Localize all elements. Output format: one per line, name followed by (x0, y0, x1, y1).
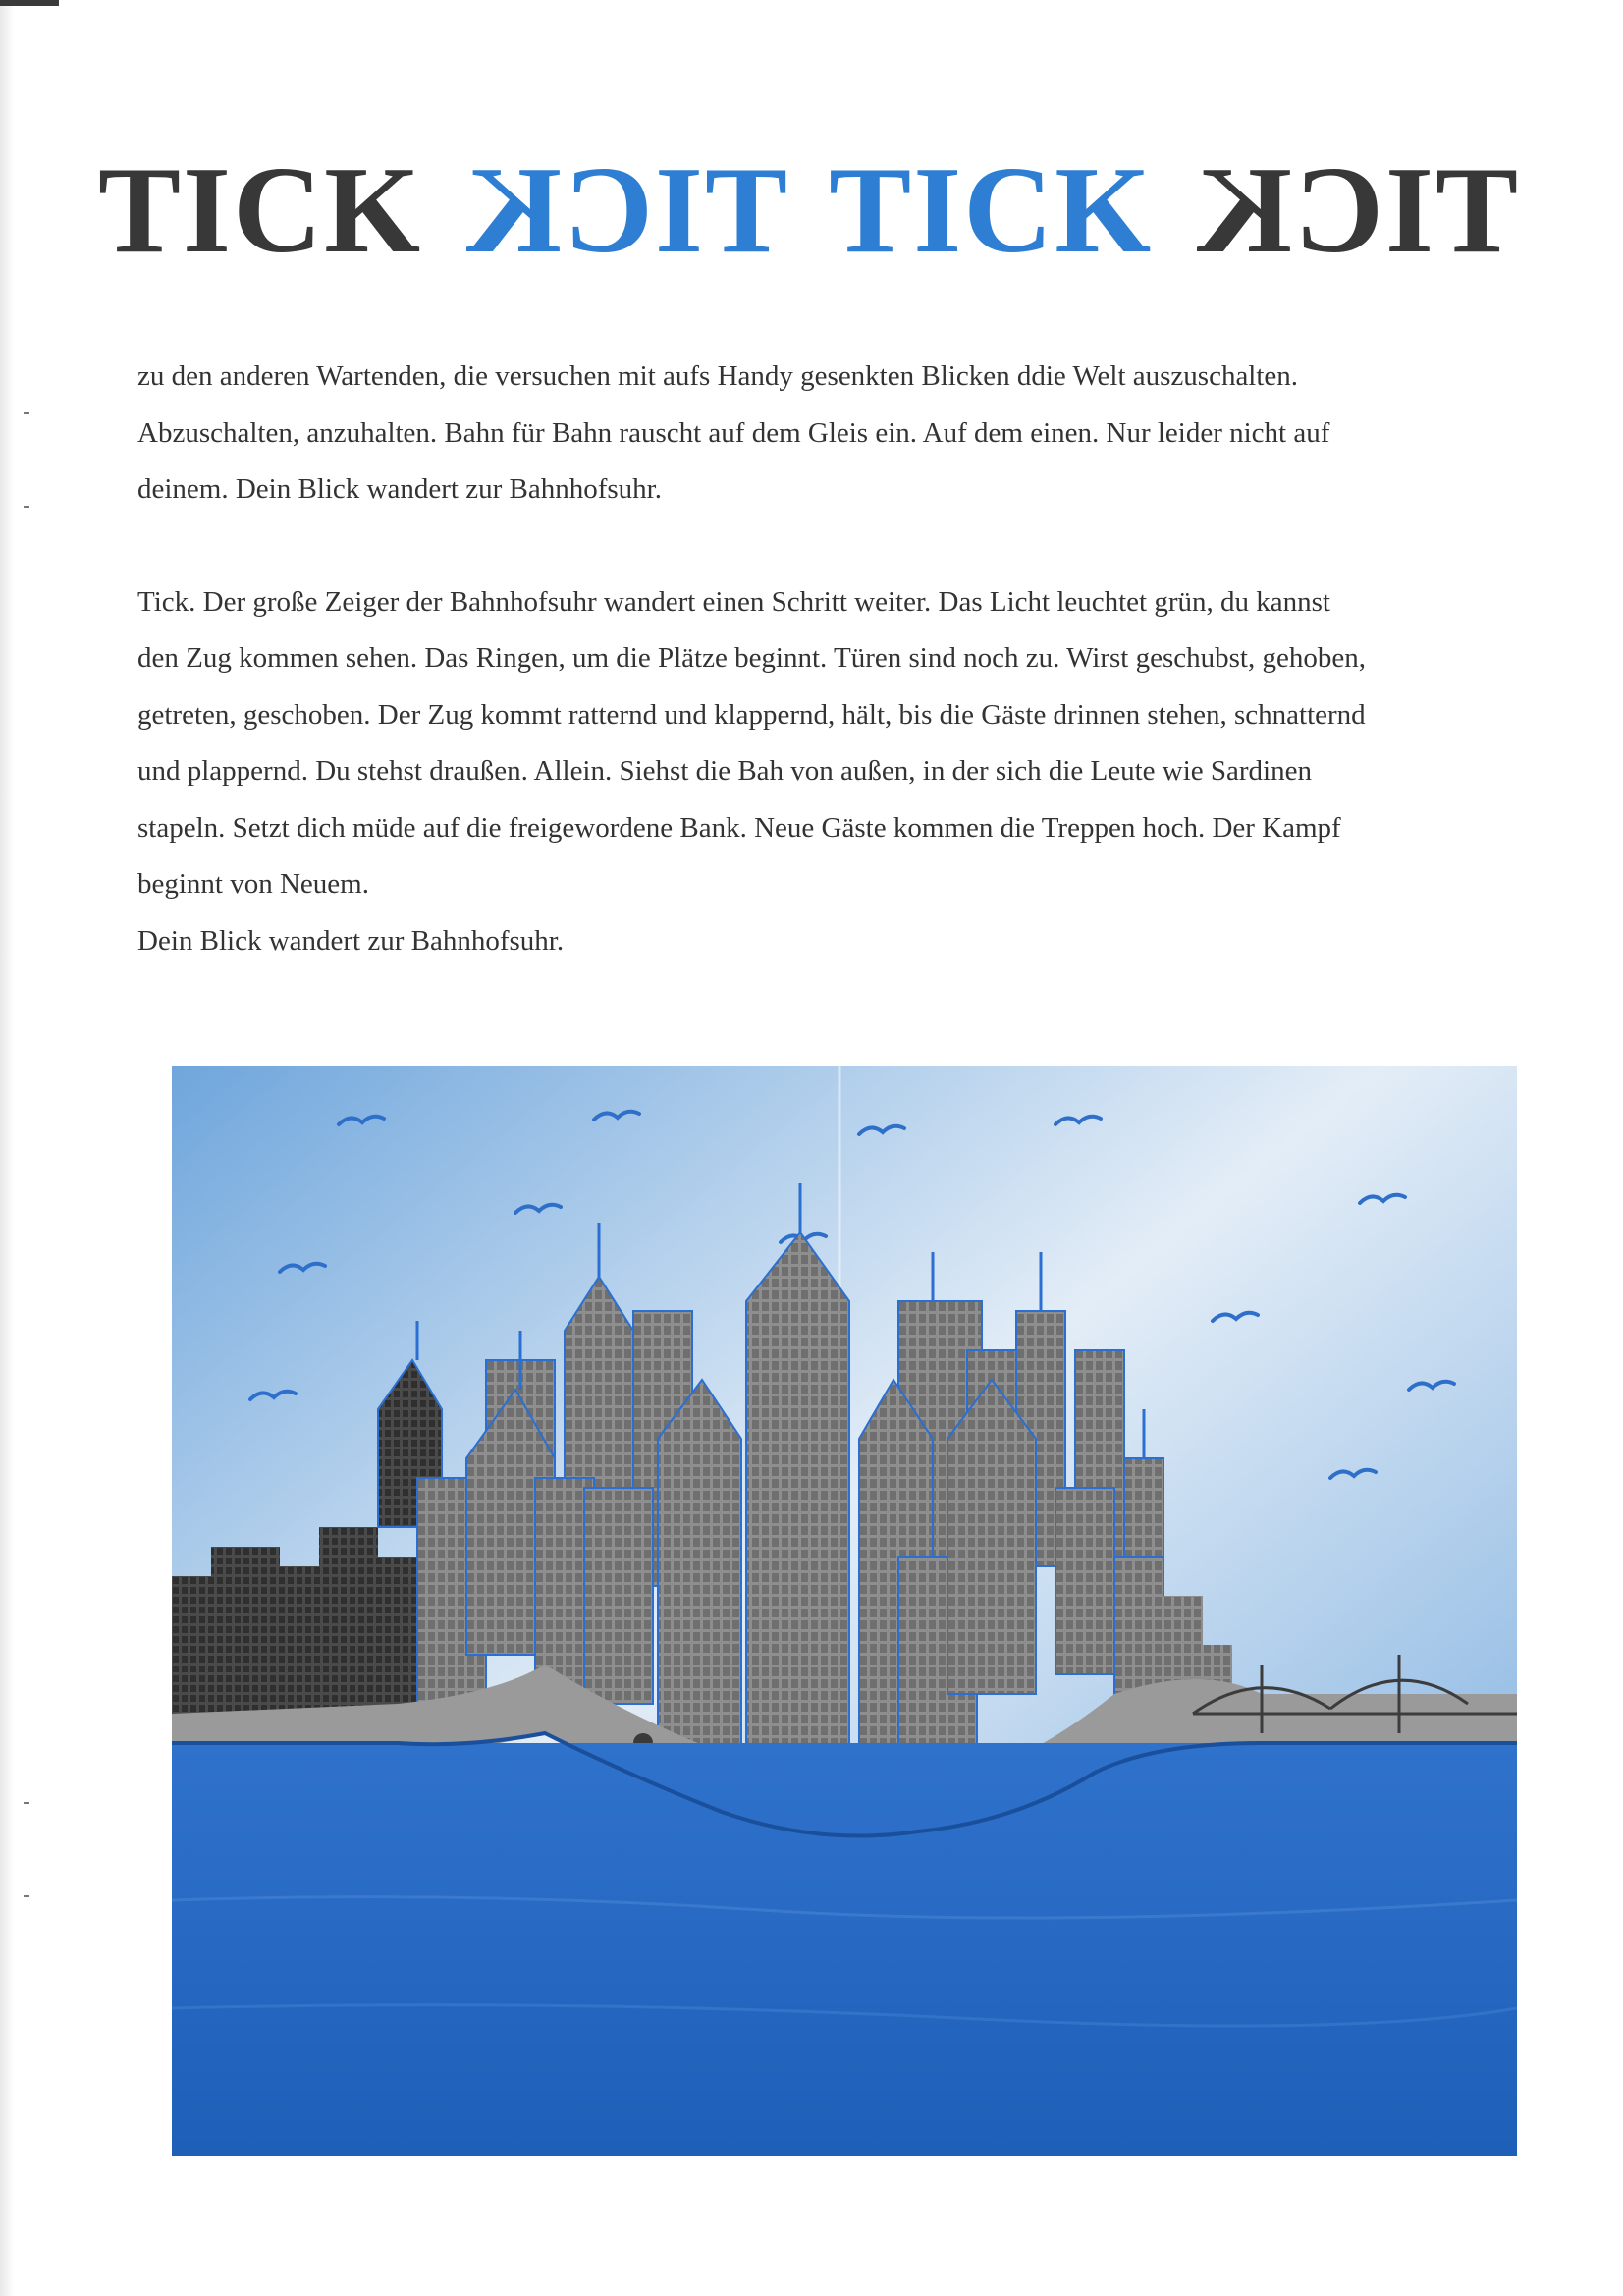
story-text (137, 349, 1551, 969)
paragraph-1-line-2: Abzuschalten, anzuhalten. Bahn für Bahn rauscht auf dem Gleis ein. Auf dem einen. Nur leider nicht auf (137, 416, 1330, 449)
paragraph-1-line-1: zu den anderen Wartenden, die versuchen mit aufs Handy gesenkten Blicken ddie Welt auszuschalten. (137, 360, 1299, 392)
binding-edge (0, 0, 14, 2296)
title-word-4-mirrored: TICK (1194, 142, 1519, 279)
paragraph-2-line-6: beginnt von Neuem. (137, 868, 369, 900)
page-title (98, 142, 1519, 279)
paragraph-2-line-3: getreten, geschoben. Der Zug kommt ratternd und klappernd, hält, bis die Gäste drinnen stehen, schnatternd (137, 698, 1366, 731)
city-skyline-drawing (172, 1066, 1517, 2156)
paragraph-2-line-4: und plappernd. Du stehst draußen. Allein. Siehst die Bah von außen, in der sich die Leute wie Sardinen (137, 755, 1312, 787)
scan-tick (24, 1895, 29, 1897)
paragraph-3: Dein Blick wandert zur Bahnhofsuhr. (137, 924, 565, 957)
title-word-2-mirrored: TICK (463, 142, 788, 279)
scan-tick (24, 412, 29, 414)
paragraph-2-line-5: stapeln. Setzt dich müde auf die freigewordene Bank. Neue Gäste kommen die Treppen hoch. Der Kampf (137, 811, 1341, 844)
paragraph-1-line-3: deinem. Dein Blick wandert zur Bahnhofsuhr. (137, 473, 662, 505)
paragraph-2-line-1: Tick. Der große Zeiger der Bahnhofsuhr wandert einen Schritt weiter. Das Licht leuchtet grün, du kannst (137, 585, 1330, 618)
title-word-3: TICK (829, 142, 1154, 279)
scan-mark (0, 0, 59, 6)
paragraph-2-line-2: den Zug kommen sehen. Das Ringen, um die Plätze beginnt. Türen sind noch zu. Wirst geschubst, gehoben, (137, 642, 1366, 674)
water (172, 1743, 1517, 2156)
scan-tick (24, 1802, 29, 1804)
scan-tick (24, 506, 29, 508)
title-word-1: TICK (98, 142, 423, 279)
